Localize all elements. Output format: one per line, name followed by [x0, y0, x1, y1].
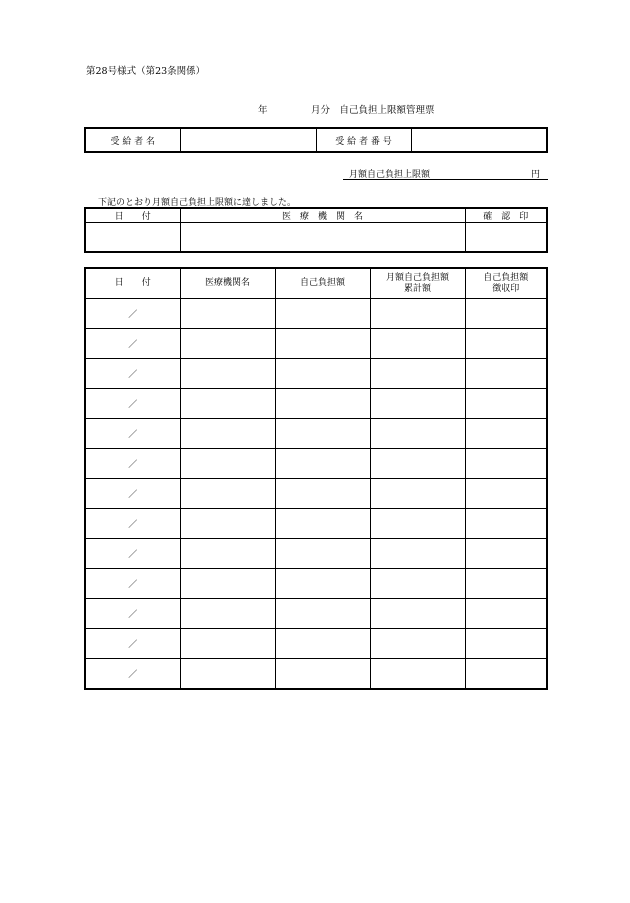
table-row — [85, 389, 547, 419]
log-header-institution: 医療機関名 — [180, 268, 275, 299]
log-table-body — [85, 299, 547, 690]
copay-cell[interactable] — [275, 539, 370, 569]
date-cell[interactable]: ／ — [85, 569, 180, 599]
cumulative-cell[interactable] — [370, 449, 465, 479]
institution-cell[interactable] — [180, 449, 275, 479]
table-row — [85, 419, 547, 449]
log-header-cumulative-line1: 月額自己負担額 — [385, 272, 449, 283]
copay-cell[interactable] — [275, 329, 370, 359]
seal-cell[interactable] — [465, 299, 547, 329]
institution-cell[interactable] — [180, 659, 275, 690]
table-row — [85, 659, 547, 690]
reach-header-institution: 医 療 機 関 名 — [180, 208, 465, 223]
cumulative-cell[interactable] — [370, 389, 465, 419]
seal-cell[interactable] — [465, 509, 547, 539]
cumulative-cell[interactable] — [370, 539, 465, 569]
cumulative-cell[interactable] — [370, 599, 465, 629]
institution-cell[interactable] — [180, 509, 275, 539]
copay-cell[interactable] — [275, 659, 370, 690]
reach-header-date: 日 付 — [85, 208, 180, 223]
institution-cell[interactable] — [180, 569, 275, 599]
seal-cell[interactable] — [465, 419, 547, 449]
title-year-label: 年 — [258, 105, 268, 116]
date-cell[interactable]: ／ — [85, 629, 180, 659]
seal-cell[interactable] — [465, 569, 547, 599]
cumulative-cell[interactable] — [370, 419, 465, 449]
table-row — [85, 569, 547, 599]
recipient-number-label: 受 給 者 番 号 — [316, 128, 411, 152]
date-cell[interactable]: ／ — [85, 329, 180, 359]
table-row — [85, 629, 547, 659]
reach-notice: 下記のとおり月額自己負担上限額に達しました。 — [98, 198, 297, 208]
recipient-name-field[interactable] — [180, 128, 316, 152]
table-row — [85, 299, 547, 329]
table-row — [85, 539, 547, 569]
limit-reached-table — [84, 207, 548, 253]
log-header-seal-line2: 徴収印 — [492, 283, 520, 294]
log-header-copay: 自己負担額 — [275, 268, 370, 299]
institution-cell[interactable] — [180, 329, 275, 359]
log-header-seal — [465, 268, 547, 299]
reach-seal-cell[interactable] — [465, 223, 547, 252]
date-cell[interactable]: ／ — [85, 659, 180, 690]
date-cell[interactable]: ／ — [85, 389, 180, 419]
table-row — [85, 599, 547, 629]
date-cell[interactable]: ／ — [85, 479, 180, 509]
table-row — [85, 509, 547, 539]
seal-cell[interactable] — [465, 599, 547, 629]
cumulative-cell[interactable] — [370, 479, 465, 509]
seal-cell[interactable] — [465, 389, 547, 419]
log-header-cumulative-line2: 累計額 — [403, 283, 431, 294]
copay-cell[interactable] — [275, 509, 370, 539]
copay-cell[interactable] — [275, 569, 370, 599]
log-header-cumulative — [370, 268, 465, 299]
log-header-date: 日 付 — [85, 268, 180, 299]
copay-cell[interactable] — [275, 299, 370, 329]
monthly-limit-label: 月額自己負担上限額 — [349, 170, 431, 180]
date-cell[interactable]: ／ — [85, 599, 180, 629]
cumulative-cell[interactable] — [370, 569, 465, 599]
institution-cell[interactable] — [180, 599, 275, 629]
management-log-table — [84, 267, 548, 690]
reach-header-seal: 確 認 印 — [465, 208, 547, 223]
monthly-limit-unit: 円 — [530, 170, 540, 180]
recipient-number-field[interactable] — [411, 128, 547, 152]
table-row — [85, 479, 547, 509]
seal-cell[interactable] — [465, 629, 547, 659]
seal-cell[interactable] — [465, 359, 547, 389]
page-title: 月分 自己負担上限額管理票 — [311, 105, 435, 116]
cumulative-cell[interactable] — [370, 359, 465, 389]
log-header-seal-line1: 自己負担額 — [483, 272, 529, 283]
seal-cell[interactable] — [465, 539, 547, 569]
institution-cell[interactable] — [180, 539, 275, 569]
date-cell[interactable]: ／ — [85, 419, 180, 449]
institution-cell[interactable] — [180, 299, 275, 329]
cumulative-cell[interactable] — [370, 659, 465, 690]
table-row — [85, 449, 547, 479]
institution-cell[interactable] — [180, 419, 275, 449]
copay-cell[interactable] — [275, 599, 370, 629]
institution-cell[interactable] — [180, 389, 275, 419]
reach-date-cell[interactable] — [85, 223, 180, 252]
reach-institution-cell[interactable] — [180, 223, 465, 252]
recipient-name-label: 受 給 者 名 — [85, 128, 180, 152]
copay-cell[interactable] — [275, 389, 370, 419]
copay-cell[interactable] — [275, 359, 370, 389]
date-cell[interactable]: ／ — [85, 359, 180, 389]
table-row — [85, 329, 547, 359]
cumulative-cell[interactable] — [370, 329, 465, 359]
seal-cell[interactable] — [465, 449, 547, 479]
cumulative-cell[interactable] — [370, 509, 465, 539]
copay-cell[interactable] — [275, 449, 370, 479]
date-cell[interactable]: ／ — [85, 509, 180, 539]
seal-cell[interactable] — [465, 659, 547, 690]
copay-cell[interactable] — [275, 629, 370, 659]
form-number: 第28号様式（第23条関係） — [86, 66, 206, 77]
date-cell[interactable]: ／ — [85, 449, 180, 479]
seal-cell[interactable] — [465, 479, 547, 509]
date-cell[interactable]: ／ — [85, 299, 180, 329]
date-cell[interactable]: ／ — [85, 539, 180, 569]
seal-cell[interactable] — [465, 329, 547, 359]
institution-cell[interactable] — [180, 629, 275, 659]
copay-cell[interactable] — [275, 419, 370, 449]
copay-cell[interactable] — [275, 479, 370, 509]
institution-cell[interactable] — [180, 359, 275, 389]
cumulative-cell[interactable] — [370, 629, 465, 659]
cumulative-cell[interactable] — [370, 299, 465, 329]
institution-cell[interactable] — [180, 479, 275, 509]
table-row — [85, 359, 547, 389]
monthly-limit-line — [343, 167, 548, 180]
recipient-table — [84, 127, 548, 153]
